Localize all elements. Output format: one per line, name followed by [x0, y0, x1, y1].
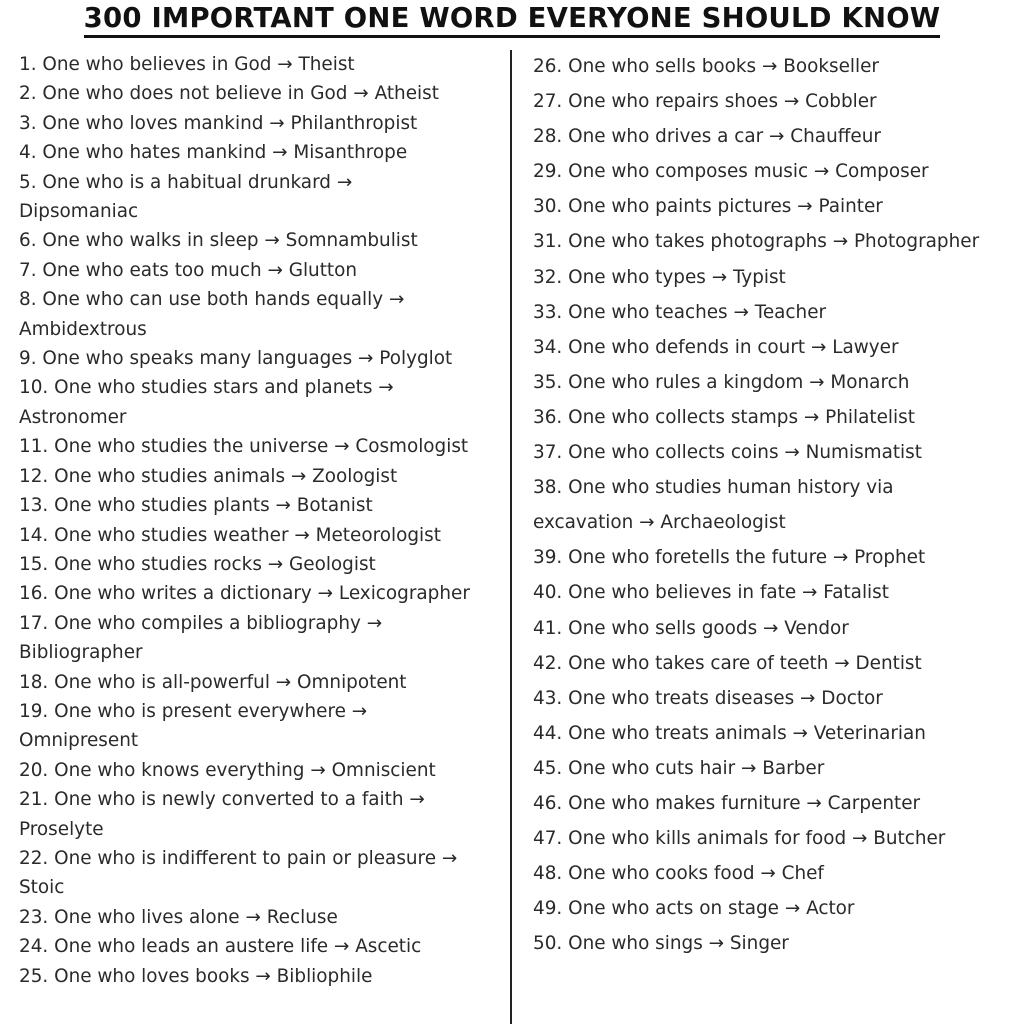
list-item: 21. One who is newly converted to a faith →	[19, 789, 425, 811]
page-title	[0, 2, 1024, 34]
list-item: 12. One who studies animals → Zoologist	[19, 465, 398, 487]
list-item: Astronomer	[19, 406, 127, 428]
list-item: Stoic	[19, 877, 65, 899]
list-item: 31. One who takes photographs → Photographer	[533, 231, 980, 253]
list-item: 5. One who is a habitual drunkard →	[19, 171, 353, 193]
list-item: 19. One who is present everywhere →	[19, 700, 368, 722]
list-item: 35. One who rules a kingdom → Monarch	[533, 371, 910, 393]
list-item: 37. One who collects coins → Numismatist	[533, 442, 922, 464]
list-item: 24. One who leads an austere life → Ascetic	[19, 936, 422, 958]
list-item: 17. One who compiles a bibliography →	[19, 612, 383, 634]
right-word-list	[533, 49, 1013, 961]
list-item: 45. One who cuts hair → Barber	[533, 757, 825, 779]
list-item: 28. One who drives a car → Chauffeur	[533, 126, 881, 148]
list-item: 44. One who treats animals → Veterinarian	[533, 722, 926, 744]
list-item: Omnipresent	[19, 730, 139, 752]
list-item: 42. One who takes care of teeth → Dentist	[533, 652, 922, 674]
list-item: Ambidextrous	[19, 318, 147, 340]
list-item: 30. One who paints pictures → Painter	[533, 196, 883, 218]
list-item: Dipsomaniac	[19, 201, 139, 223]
list-item: 50. One who sings → Singer	[533, 933, 789, 955]
list-item: 33. One who teaches → Teacher	[533, 301, 827, 323]
list-item: 4. One who hates mankind → Misanthrope	[19, 142, 408, 164]
list-item: 49. One who acts on stage → Actor	[533, 898, 855, 920]
list-item: Proselyte	[19, 818, 104, 840]
list-item: 11. One who studies the universe → Cosmologist	[19, 436, 469, 458]
list-item: 40. One who believes in fate → Fatalist	[533, 582, 889, 604]
list-item: 14. One who studies weather → Meteorologist	[19, 524, 441, 546]
list-item: 3. One who loves mankind → Philanthropist	[19, 112, 418, 134]
list-item: Bibliographer	[19, 642, 143, 664]
list-item: 46. One who makes furniture → Carpenter	[533, 792, 921, 814]
list-item: 25. One who loves books → Bibliophile	[19, 965, 373, 987]
list-item: 41. One who sells goods → Vendor	[533, 617, 849, 639]
list-item: 2. One who does not believe in God → Atheist	[19, 83, 439, 105]
list-item: 1. One who believes in God → Theist	[19, 54, 355, 75]
list-item: 20. One who knows everything → Omniscient	[19, 759, 436, 781]
list-item: 32. One who types → Typist	[533, 266, 786, 288]
list-item: 6. One who walks in sleep → Somnambulist	[19, 230, 418, 252]
list-item: 16. One who writes a dictionary → Lexicographer	[19, 583, 470, 605]
list-item: 18. One who is all-powerful → Omnipotent	[19, 671, 407, 693]
list-item: 39. One who foretells the future → Prophet	[533, 547, 926, 569]
list-item: 7. One who eats too much → Glutton	[19, 259, 358, 281]
list-item: 43. One who treats diseases → Doctor	[533, 687, 883, 709]
list-item: 23. One who lives alone → Recluse	[19, 906, 338, 928]
list-item: 8. One who can use both hands equally →	[19, 289, 405, 311]
list-item: 36. One who collects stamps → Philatelist	[533, 406, 915, 428]
list-item: 48. One who cooks food → Chef	[533, 863, 824, 885]
list-item: 15. One who studies rocks → Geologist	[19, 553, 376, 575]
left-word-list	[19, 50, 504, 991]
list-item: 26. One who sells books → Bookseller	[533, 56, 879, 77]
list-item: 27. One who repairs shoes → Cobbler	[533, 91, 877, 113]
column-divider	[510, 50, 512, 1024]
list-item: 47. One who kills animals for food → Butcher	[533, 828, 946, 850]
list-item: 13. One who studies plants → Botanist	[19, 495, 373, 517]
list-item: 38. One who studies human history via	[533, 477, 894, 499]
list-item: excavation → Archaeologist	[533, 512, 786, 534]
page-title-text: 300 IMPORTANT ONE WORD EVERYONE SHOULD KNOW	[84, 2, 941, 38]
list-item: 29. One who composes music → Composer	[533, 161, 929, 183]
list-item: 9. One who speaks many languages → Polyglot	[19, 348, 453, 370]
list-item: 10. One who studies stars and planets →	[19, 377, 394, 399]
list-item: 34. One who defends in court → Lawyer	[533, 336, 899, 358]
list-item: 22. One who is indifferent to pain or pleasure →	[19, 847, 458, 869]
